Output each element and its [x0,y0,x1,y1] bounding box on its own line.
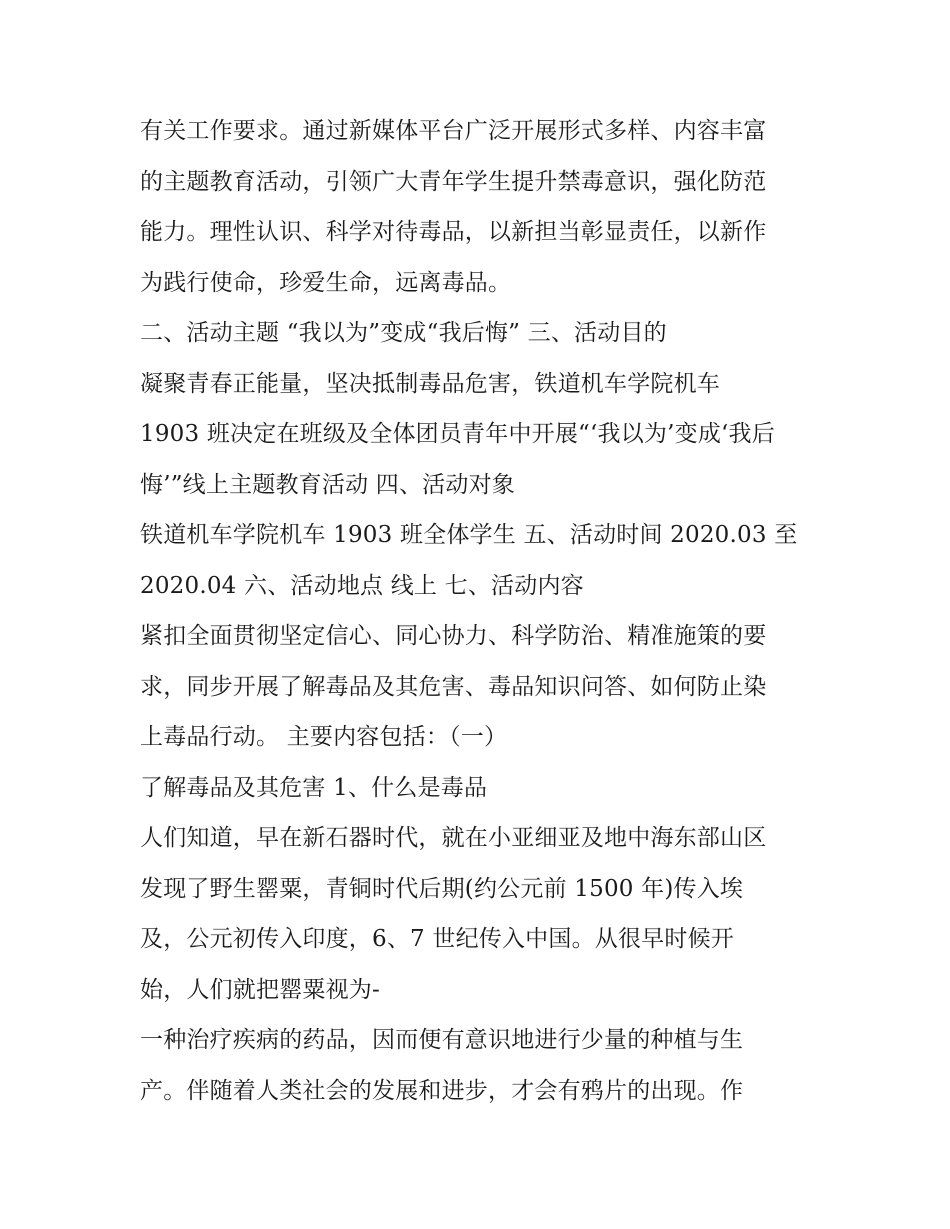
text-line: 紧扣全面贯彻坚定信心、同心协力、科学防治、精准施策的要 [140,623,767,649]
text-line: 始，人们就把罂粟视为- [140,976,380,1003]
text-line: 及，公元初传入印度，6、7 世纪传入中国。从很早时候开 [140,926,734,952]
text-line: 凝聚青春正能量，坚决抵制毒品危害，铁道机车学院机车 [140,370,720,397]
text-line: 1903 班决定在班级及全体团员青年中开展“‘我以为’变成‘我后 [140,421,775,447]
text-line: 能力。理性认识、科学对待毒品，以新担当彰显责任，以新作 [140,219,767,245]
section-heading-line: 二、活动主题 “我以为”变成“我后悔” 三、活动目的 [140,320,667,346]
text-line: 为践行使命，珍爱生命，远离毒品。 [140,269,512,296]
text-line: 2020.04 六、活动地点 线上 七、活动内容 [140,572,584,599]
text-line: 有关工作要求。通过新媒体平台广泛开展形式多样、内容丰富 [140,118,767,144]
text-line: 的主题教育活动，引领广大青年学生提升禁毒意识，强化防范 [140,168,767,195]
text-line: 上毒品行动。 主要内容包括：（一） [140,724,508,750]
text-line: 铁道机车学院机车 1903 班全体学生 五、活动时间 2020.03 至 [140,522,798,548]
text-line: 产。伴随着人类社会的发展和进步，才会有鸦片的出现。作 [140,1077,744,1104]
body-text [140,106,830,1116]
text-line: 悔’”线上主题教育活动 四、活动对象 [140,471,515,498]
text-line: 人们知道，早在新石器时代，就在小亚细亚及地中海东部山区 [140,825,767,851]
text-line: 发现了野生罂粟，青铜时代后期(约公元前 1500 年)传入埃 [140,875,744,902]
text-line: 了解毒品及其危害 1、什么是毒品 [140,774,488,801]
text-line: 一种治疗疾病的药品，因而便有意识地进行少量的种植与生 [140,1027,744,1053]
text-line: 求，同步开展了解毒品及其危害、毒品知识问答、如何防止染 [140,673,767,700]
